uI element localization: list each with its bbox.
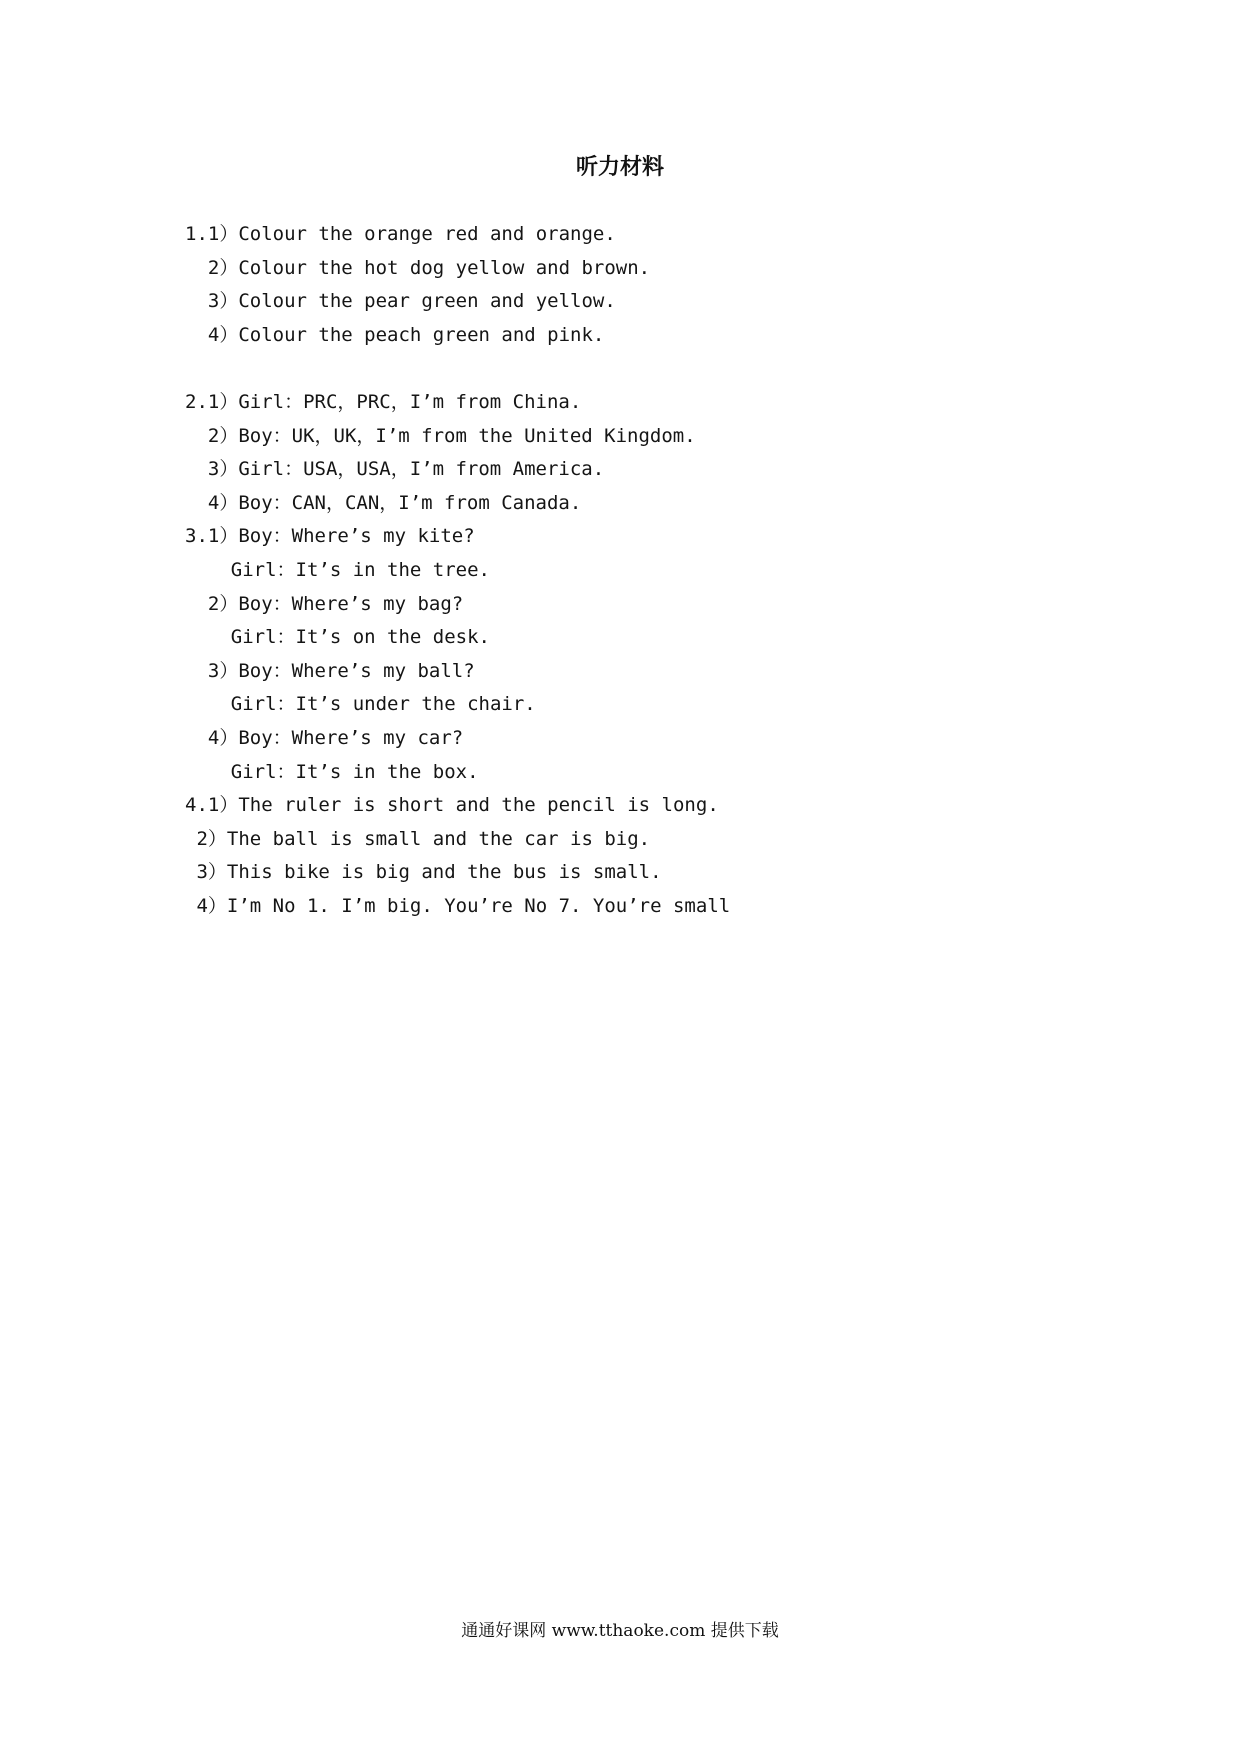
page-title: 听力材料 — [575, 155, 664, 180]
listening-transcript — [185, 218, 1085, 923]
transcript-line: 4）Boy：CAN，CAN，I’m from Canada. — [185, 491, 582, 514]
transcript-line: Girl：It’s in the tree. — [185, 558, 490, 581]
transcript-line: Girl：It’s in the box. — [185, 760, 479, 783]
transcript-line: 4）Colour the peach green and pink. — [185, 323, 605, 346]
transcript-line: 2.1）Girl：PRC，PRC，I’m from China. — [185, 390, 582, 413]
transcript-line: 2）Boy：UK，UK，I’m from the United Kingdom. — [185, 424, 696, 447]
transcript-line: Girl：It’s on the desk. — [185, 626, 490, 649]
transcript-line: 4）I’m No 1. I’m big. You’re No 7. You’re small — [185, 894, 731, 917]
blank-line — [185, 352, 1085, 386]
transcript-line: 3）Girl：USA，USA，I’m from America. — [185, 458, 605, 481]
transcript-line: 3）Colour the pear green and yellow. — [185, 290, 616, 313]
transcript-line: 2）The ball is small and the car is big. — [185, 827, 651, 850]
transcript-line: 2）Boy：Where’s my bag? — [185, 592, 464, 615]
transcript-line: 4.1）The ruler is short and the pencil is long. — [185, 794, 719, 817]
transcript-line: 3）This bike is big and the bus is small. — [185, 861, 662, 884]
transcript-line: 4）Boy：Where’s my car? — [185, 726, 464, 749]
transcript-line: Girl：It’s under the chair. — [185, 693, 536, 716]
transcript-line: 2）Colour the hot dog yellow and brown. — [185, 256, 651, 279]
transcript-line: 3）Boy：Where’s my ball? — [185, 659, 475, 682]
transcript-line: 3.1）Boy：Where’s my kite? — [185, 525, 475, 548]
transcript-line: 1.1）Colour the orange red and orange. — [185, 223, 616, 245]
page-footer: 通通好课网 www.tthaoke.com 提供下载 — [461, 1621, 779, 1641]
